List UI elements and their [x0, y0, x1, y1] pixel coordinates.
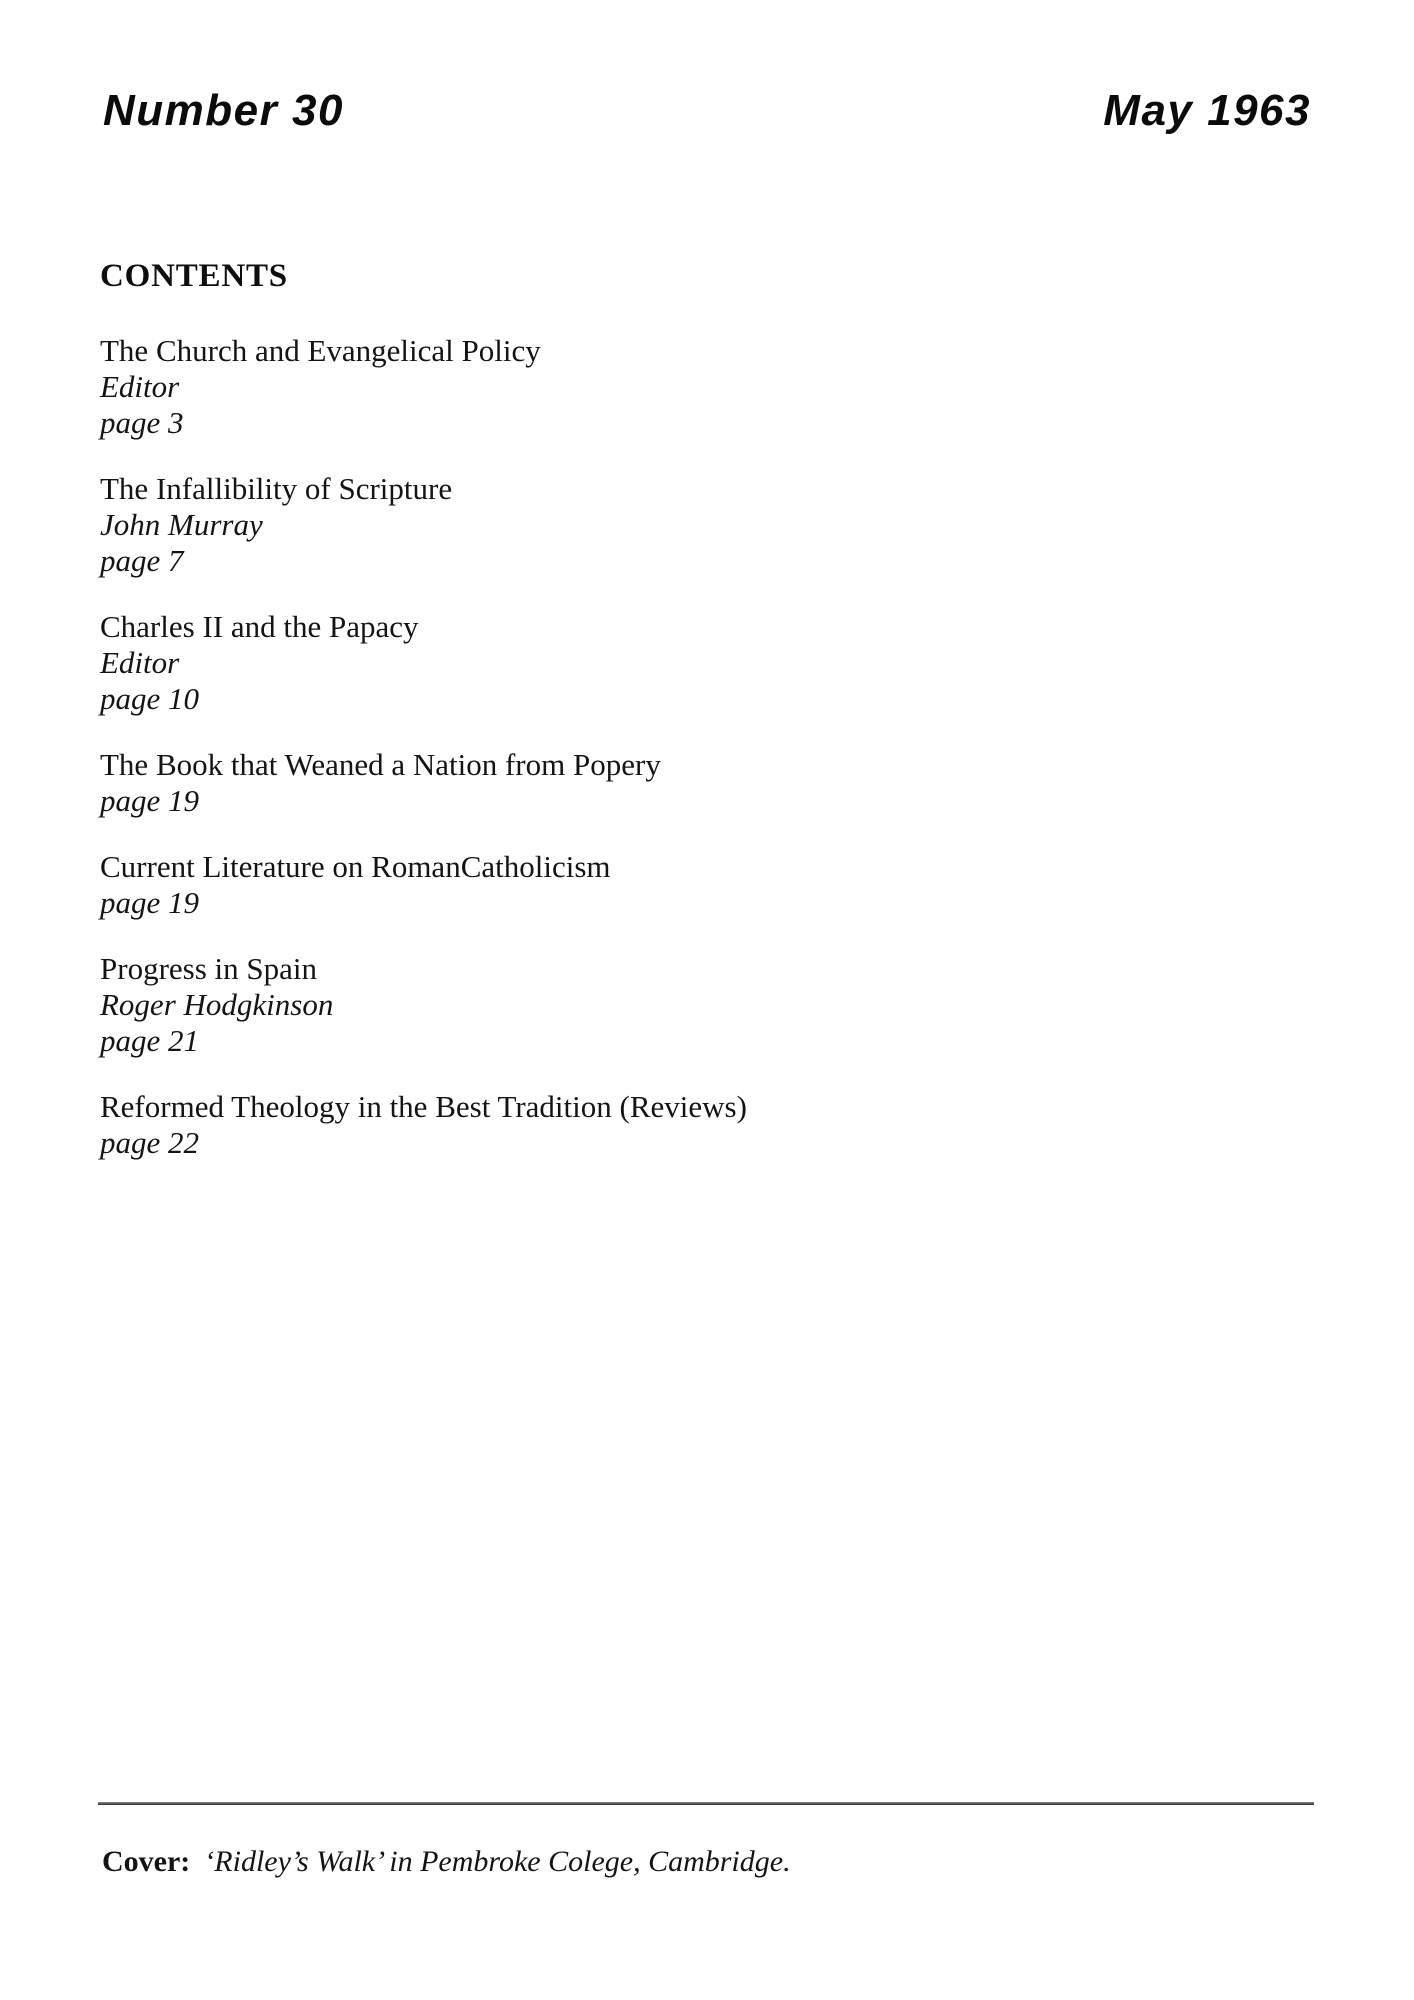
entry-author: Editor	[100, 645, 180, 680]
entry-title: Progress in Spain	[100, 951, 317, 986]
entry-page: page 21	[100, 1023, 200, 1058]
entry-page: page 3	[100, 405, 184, 440]
entry-page: page 10	[100, 681, 200, 716]
cover-caption	[102, 1844, 791, 1880]
entry-page: page 19	[100, 885, 200, 920]
contents-entry	[100, 951, 1000, 1059]
entry-title: Current Literature on RomanCatholicism	[100, 849, 611, 884]
contents-block	[100, 258, 1000, 1191]
entry-title: The Book that Weaned a Nation from Popery	[100, 747, 661, 782]
contents-entry	[100, 849, 1000, 921]
contents-entry	[100, 333, 1000, 441]
entry-page: page 22	[100, 1125, 200, 1160]
cover-caption-text: ‘Ridley’s Walk’ in Pembroke Colege, Cambridge.	[204, 1845, 791, 1878]
footer-divider	[98, 1802, 1314, 1805]
entry-title: Reformed Theology in the Best Tradition (Reviews)	[100, 1089, 747, 1124]
entry-title: The Infallibility of Scripture	[100, 471, 453, 506]
contents-entry	[100, 471, 1000, 579]
entry-page: page 7	[100, 543, 184, 578]
contents-entry	[100, 1089, 1000, 1161]
entry-title: Charles II and the Papacy	[100, 609, 419, 644]
entry-author: Editor	[100, 369, 180, 404]
contents-entry	[100, 747, 1000, 819]
masthead	[103, 86, 1311, 136]
issue-number: Number 30	[103, 86, 344, 135]
cover-label: Cover:	[102, 1845, 191, 1878]
issue-date: May 1963	[1103, 86, 1311, 135]
contents-heading: CONTENTS	[100, 258, 288, 294]
entry-author: Roger Hodgkinson	[100, 987, 334, 1022]
contents-list	[100, 333, 1000, 1161]
entry-title: The Church and Evangelical Policy	[100, 333, 541, 368]
contents-entry	[100, 609, 1000, 717]
entry-page: page 19	[100, 783, 200, 818]
entry-author: John Murray	[100, 507, 263, 542]
